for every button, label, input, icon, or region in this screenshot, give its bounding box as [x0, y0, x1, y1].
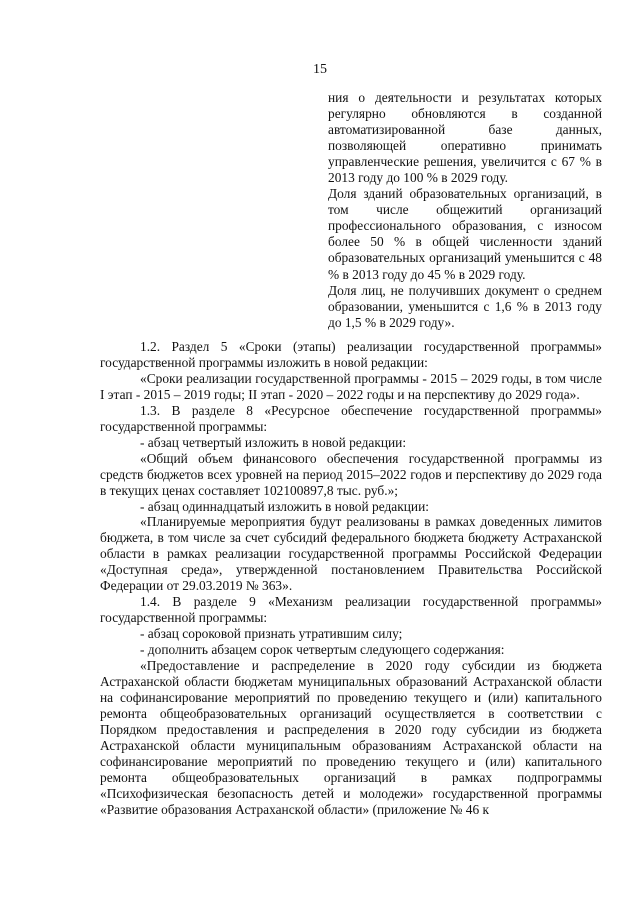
- page-number: 15: [313, 62, 327, 77]
- column-paragraph: ния о деятельности и результатах которых регулярно обновляются в созданной автоматизированной базе данных, позволяющей оперативно принимать управленческие решения, увеличится с 67 % в 2013 году до 100 % в 2029 году.: [328, 90, 602, 186]
- body-paragraph: - дополнить абзацем сорок четвертым следующего содержания:: [140, 642, 505, 658]
- body-paragraph: «Предоставление и распределение в 2020 году субсидии из бюджета Астраханской области бюджетам муниципальных образований Астраханской области на софинансирование мероприятий по проведению текущего и (или) капитального ремонта общеобразовательных организаций осуществляется в соответствии с Порядком предоставления и распределения в 2020 году субсидии из бюджета Астраханской области муниципальным образованиям Астраханской области на софинансирование мероприятий по проведению текущего и (или) капитального ремонта общеобразовательных организаций в рамках подпрограммы «Психофизическая безопасность детей и молодежи» государственной программы «Развитие образования Астраханской области» (приложение № 46 к: [100, 658, 602, 817]
- column-paragraph: Доля зданий образовательных организаций, в том числе общежитий организаций профессионального образования, с износом более 50 % в общей численности зданий образовательных организаций уменьшится с 48 % в 2013 году до 45 % в 2029 году.: [328, 186, 602, 282]
- body-paragraph: «Сроки реализации государственной программы - 2015 – 2029 годы, в том числе I этап - 2015 – 2019 годы; II этап - 2020 – 2022 годы и на перспективу до 2029 года».: [100, 370, 602, 402]
- body-paragraph: 1.4. В разделе 9 «Механизм реализации государственной программы» государственной программы:: [100, 594, 602, 626]
- right-column-text: [328, 90, 602, 331]
- body-paragraph: - абзац четвертый изложить в новой редакции:: [140, 434, 407, 450]
- main-text: [100, 339, 602, 818]
- body-paragraph: - абзац сороковой признать утратившим силу;: [140, 626, 403, 642]
- body-paragraph: «Планируемые мероприятия будут реализованы в рамках доведенных лимитов бюджета, в том числе за счет субсидий федерального бюджета бюджету Астраханской области в рамках реализации государственной программы Российской Федерации «Доступная среда», утвержденной постановлением Правительства Российской Федерации от 29.03.2019 № 363».: [100, 514, 602, 594]
- body-paragraph: 1.2. Раздел 5 «Сроки (этапы) реализации государственной программы» государственной программы изложить в новой редакции:: [100, 339, 602, 370]
- body-paragraph: - абзац одиннадцатый изложить в новой редакции:: [140, 498, 429, 514]
- column-paragraph: Доля лиц, не получивших документ о среднем образовании, уменьшится с 1,6 % в 2013 году до 1,5 % в 2029 году».: [328, 282, 602, 330]
- body-paragraph: «Общий объем финансового обеспечения государственной программы из средств бюджетов всех уровней на период 2015–2022 годов и перспективу до 2029 года в текущих ценах составляет 102100897,8 тыс. руб.»;: [100, 450, 602, 498]
- body-paragraph: 1.3. В разделе 8 «Ресурсное обеспечение государственной программы» государственной программы:: [100, 402, 602, 434]
